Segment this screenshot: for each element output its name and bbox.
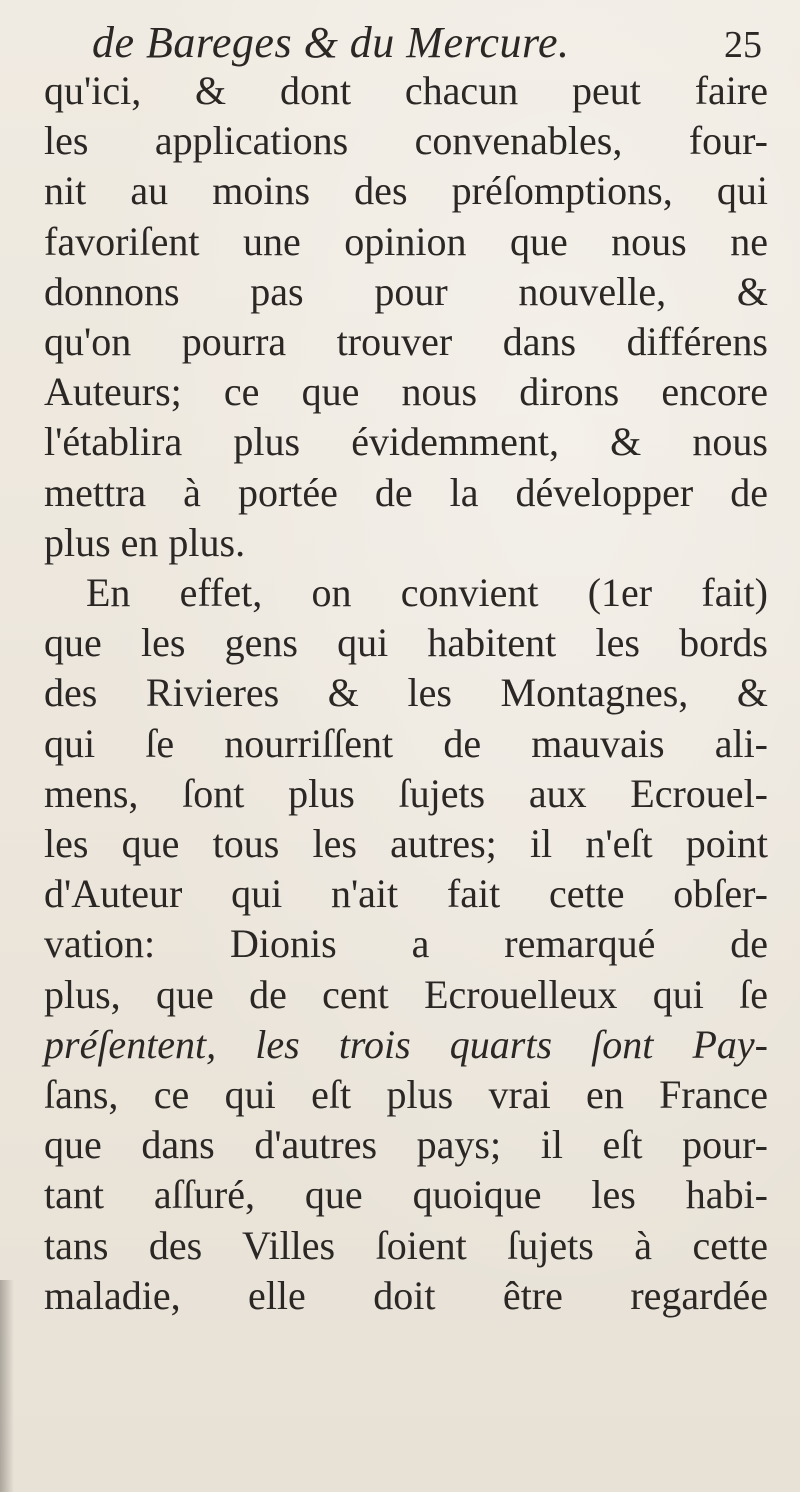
- text-line: plus, que de cent Ecrouelleux qui ſe: [44, 972, 768, 1017]
- text-line: l'établira plus évidemment, & nous: [44, 419, 768, 464]
- text-line: plus en plus.: [44, 520, 246, 565]
- text-line: donnons pas pour nouvelle, &: [44, 269, 768, 314]
- text-line: que dans d'autres pays; il eſt pour-: [44, 1122, 768, 1167]
- text-line: tans des Villes ſoient ſujets à cette: [44, 1223, 768, 1268]
- text-line: maladie, elle doit être regardée: [44, 1273, 768, 1318]
- text-line: tant aſſuré, que quoique les habi-: [44, 1172, 768, 1217]
- text-line: En effet, on convient (1er fait): [86, 570, 768, 615]
- text-line: vation: Dionis a remarqué de: [44, 921, 768, 966]
- text-line: qu'on pourra trouver dans différens: [44, 319, 768, 364]
- text-line: nit au moins des préſomptions, qui: [44, 168, 768, 213]
- text-line: qu'ici, & dont chacun peut faire: [44, 68, 768, 113]
- text-line: préſentent, les trois quarts ſont Pay-: [44, 1022, 768, 1067]
- text-line: que les gens qui habitent les bords: [44, 620, 768, 665]
- text-line: mens, ſont plus ſujets aux Ecrouel-: [44, 771, 768, 816]
- page-number: 25: [724, 24, 762, 66]
- page-edge-shadow: [0, 1280, 14, 1492]
- text-line: Auteurs; ce que nous dirons encore: [44, 369, 768, 414]
- running-title: de Bareges & du Mercure.: [92, 18, 570, 67]
- text-line: mettra à portée de la développer de: [44, 470, 768, 515]
- text-line: des Rivieres & les Montagnes, &: [44, 670, 768, 715]
- text-line: d'Auteur qui n'ait fait cette obſer-: [44, 871, 768, 916]
- text-line: ſans, ce qui eſt plus vrai en France: [44, 1072, 768, 1117]
- text-line: qui ſe nourriſſent de mauvais ali-: [44, 721, 768, 766]
- text-line: les que tous les autres; il n'eſt point: [44, 821, 768, 866]
- text-line: les applications convenables, four-: [44, 118, 768, 163]
- text-line: favoriſent une opinion que nous ne: [44, 219, 768, 264]
- page-header: [0, 8, 800, 68]
